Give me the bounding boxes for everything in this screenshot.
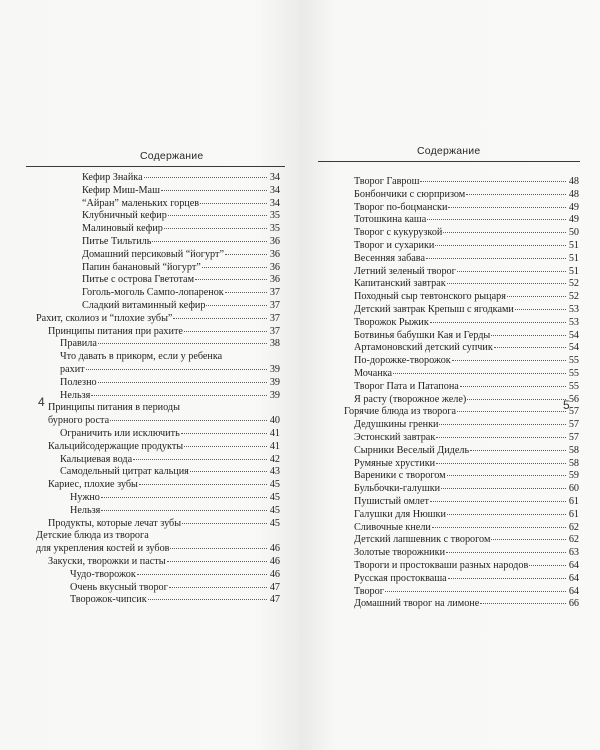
toc-entry-title: “Айран” маленьких горцев	[82, 197, 200, 209]
dot-leader	[466, 193, 566, 195]
toc-entry	[354, 227, 579, 240]
toc-entry	[36, 492, 280, 505]
dot-leader	[447, 474, 566, 476]
toc-entry	[36, 172, 280, 185]
toc-entry	[36, 479, 280, 492]
dot-leader	[491, 538, 566, 540]
toc-entry-page: 40	[269, 415, 280, 427]
toc-entry	[354, 547, 579, 560]
dot-leader	[144, 176, 267, 178]
toc-entry-title: Продукты, которые лечат зубы	[48, 517, 182, 529]
toc-entry-title: Детский завтрак Крепыш с ягодками	[354, 303, 514, 315]
toc-entry-title: Творожок-чипсик	[70, 594, 147, 606]
toc-entry-page: 64	[568, 572, 579, 584]
toc-entry-page: 47	[269, 594, 280, 606]
dot-leader	[184, 445, 267, 447]
toc-entry-title: Питье Тильтиль	[82, 235, 152, 247]
dot-leader	[529, 564, 566, 566]
toc-entry-page: 51	[568, 252, 579, 264]
toc-entry-title: Я расту (творожное желе)	[354, 393, 467, 405]
dot-leader	[439, 423, 566, 425]
toc-entry	[36, 530, 280, 556]
toc-entry	[36, 441, 280, 454]
toc-entry-title: Весенняя забава	[354, 252, 426, 264]
toc-entry	[354, 253, 579, 266]
dot-leader	[86, 368, 267, 370]
toc-entry	[354, 458, 579, 471]
toc-entry-page: 41	[269, 427, 280, 439]
toc-entry	[36, 556, 280, 569]
toc-entry-title: Рахит, сколиоз и “плохие зубы”	[36, 312, 173, 324]
toc-entry	[354, 598, 579, 611]
dot-leader	[181, 432, 267, 434]
toc-entry	[354, 240, 579, 253]
toc-entry	[354, 176, 579, 189]
toc-entry	[354, 522, 579, 535]
toc-entry-title: Домашний творог на лимоне	[354, 598, 480, 610]
dot-leader	[101, 509, 267, 511]
toc-entry-title: Творог Гаврош	[354, 176, 420, 187]
toc-entry-page: 39	[269, 376, 280, 388]
dot-leader	[195, 278, 267, 280]
toc-entry-page: 53	[568, 316, 579, 328]
toc-entry-title: Нельзя	[60, 389, 91, 401]
dot-leader	[448, 577, 566, 579]
toc-entry-title-cont: бурного роста	[48, 415, 110, 427]
toc-entry-title: Полезно	[60, 376, 97, 388]
page-header: Содержание	[417, 145, 481, 157]
toc-entry-title: Нужно	[70, 491, 100, 503]
dot-leader	[110, 419, 267, 421]
toc-entry	[36, 210, 280, 223]
toc-entry	[354, 304, 579, 317]
toc-entry-page: 37	[269, 312, 280, 324]
toc-entry-title: Творог Пата и Патапона	[354, 380, 459, 392]
dot-leader	[139, 483, 267, 485]
dot-leader	[170, 547, 267, 549]
toc-entry-page: 36	[269, 274, 280, 286]
toc-entry-page: 62	[568, 534, 579, 546]
dot-leader	[452, 359, 566, 361]
dot-leader	[457, 270, 566, 272]
toc-entry-title: По-дорожке-творожок	[354, 355, 451, 367]
dot-leader	[206, 304, 267, 306]
toc-entry-page: 54	[568, 342, 579, 354]
toc-entry-page: 56	[568, 393, 579, 405]
toc-entry	[36, 223, 280, 236]
dot-leader	[202, 266, 267, 268]
dot-leader	[447, 282, 566, 284]
toc-entry-title: Ограничить или исключить	[60, 427, 180, 439]
toc-entry	[354, 394, 579, 407]
dot-leader	[225, 253, 267, 255]
toc-entry	[354, 496, 579, 509]
toc-entry	[36, 454, 280, 467]
toc-entry-title: Детский лапшевник с творогом	[354, 534, 491, 546]
dot-leader	[169, 586, 267, 588]
toc-entry	[36, 287, 280, 300]
toc-entry-title: Мочанка	[354, 367, 393, 379]
toc-entry-page: 48	[568, 176, 579, 187]
toc-entry-page: 46	[269, 543, 280, 555]
toc-entry	[354, 432, 579, 445]
toc-entry-page: 46	[269, 555, 280, 567]
dot-leader	[441, 487, 566, 489]
toc-entry-title: Капитанский завтрак	[354, 278, 446, 290]
toc-entry-title: Очень вкусный творог	[70, 581, 168, 593]
dot-leader	[515, 308, 566, 310]
toc-entry-title: Папин банановый “йогурт”	[82, 261, 201, 273]
toc-entry-title: Детские блюда из творога	[36, 530, 149, 542]
toc-entry-page: 37	[269, 325, 280, 337]
toc-entry	[36, 594, 280, 607]
toc-entry-page: 63	[568, 547, 579, 559]
toc-entry-page: 36	[269, 261, 280, 273]
dot-leader	[420, 180, 566, 182]
toc-entry-title: Творог и сухарики	[354, 239, 435, 251]
toc-entry-title: Чудо-творожок	[70, 568, 136, 580]
toc-entry-title: Сырники Веселый Дидель	[354, 444, 470, 456]
dot-leader	[168, 214, 267, 216]
toc-entry-title: Бонбончики с сюрпризом	[354, 188, 466, 200]
toc-entry-title: Русская простокваша	[354, 572, 447, 584]
toc-entry-page: 45	[269, 504, 280, 516]
toc-entry-title: Румяные хрустики	[354, 457, 436, 469]
toc-entry-page: 49	[568, 201, 579, 213]
dot-leader	[173, 317, 267, 319]
toc-entry-page: 61	[568, 495, 579, 507]
toc-entry	[36, 262, 280, 275]
toc-entry	[354, 534, 579, 547]
toc-entry-title: Твороги и простокваши разных народов	[354, 559, 529, 571]
dot-leader	[467, 398, 566, 400]
dot-leader	[494, 346, 566, 348]
toc-entry-title-cont: рахит	[60, 363, 85, 375]
toc-entry-title: Творожок Рыжик	[354, 316, 429, 328]
toc-entry	[354, 470, 579, 483]
toc-entry	[36, 274, 280, 287]
toc-entry	[354, 330, 579, 343]
toc-entry-page: 34	[269, 172, 280, 183]
dot-leader	[164, 227, 267, 229]
dot-leader	[430, 321, 566, 323]
toc-entry-title: Ботвинья бабушки Кая и Герды	[354, 329, 491, 341]
toc-entry-page: 35	[269, 210, 280, 222]
toc-entry-title: Кефир Миш-Маш	[82, 184, 160, 196]
toc-entry-page: 34	[269, 184, 280, 196]
toc-entry	[354, 317, 579, 330]
toc-entry-page: 45	[269, 491, 280, 503]
toc-entry-page: 54	[568, 329, 579, 341]
toc-entry	[354, 509, 579, 522]
toc-entry	[354, 189, 579, 202]
dot-leader	[137, 573, 267, 575]
toc-entry	[36, 236, 280, 249]
toc-entry	[36, 582, 280, 595]
toc-entry	[354, 266, 579, 279]
header-rule	[26, 166, 285, 167]
toc-entry-title: Дедушкины гренки	[354, 419, 439, 431]
toc-entry-page: 64	[568, 585, 579, 597]
toc-entry-title: Малиновый кефир	[82, 223, 163, 235]
dot-leader	[460, 385, 566, 387]
toc-entry	[354, 381, 579, 394]
toc-entry-title: Творог с кукурузкой	[354, 227, 443, 239]
toc-entry	[36, 390, 280, 403]
toc-entry-title: Гоголь-моголь Сампо-лопаренок	[82, 287, 224, 299]
toc-entry-page: 57	[568, 431, 579, 443]
toc-entry	[36, 466, 280, 479]
dot-leader	[447, 513, 566, 515]
toc-entry	[36, 505, 280, 518]
dot-leader	[491, 334, 566, 336]
dot-leader	[426, 257, 566, 259]
toc-entry	[36, 249, 280, 262]
toc-entry-page: 49	[568, 214, 579, 226]
toc-entry-title: Золотые творожники	[354, 547, 446, 559]
toc-entry-page: 39	[269, 363, 280, 375]
toc-entry-title: Творог	[354, 585, 384, 597]
toc-entry-title: Закуски, творожки и пасты	[48, 555, 166, 567]
toc-entry-title: Что давать в прикорм, если у ребенка	[60, 351, 223, 363]
toc-entry-title: Артамоновский детский супчик	[354, 342, 493, 354]
toc-entry-title: Нельзя	[70, 504, 101, 516]
dot-leader	[91, 394, 267, 396]
dot-leader	[448, 206, 566, 208]
toc-entry-title: Вареники с творогом	[354, 470, 446, 482]
toc-entry-title: Тотошкина каша	[354, 214, 427, 226]
toc-entry	[36, 313, 280, 326]
toc-entry	[354, 355, 579, 368]
toc-entry-title: Походный сыр тевтонского рыцаря	[354, 291, 506, 303]
dot-leader	[133, 458, 267, 460]
toc-entry	[354, 419, 579, 432]
toc-entry-page: 55	[568, 367, 579, 379]
toc-entry-page: 37	[269, 287, 280, 299]
toc-entry	[354, 586, 579, 599]
toc-entry-page: 36	[269, 248, 280, 260]
dot-leader	[427, 218, 566, 220]
toc-entry-page: 66	[568, 598, 579, 610]
toc-entry	[354, 368, 579, 381]
page-number: 4	[38, 395, 45, 409]
toc-entry-title: Летний зеленый творог	[354, 265, 456, 277]
toc-entry-page: 52	[568, 291, 579, 303]
toc-entry-page: 39	[269, 389, 280, 401]
toc-entry-page: 35	[269, 223, 280, 235]
toc-entry-page: 45	[269, 479, 280, 491]
dot-leader	[167, 560, 267, 562]
toc-entry	[36, 518, 280, 531]
toc-entry	[36, 377, 280, 390]
dot-leader	[436, 462, 566, 464]
dot-leader	[457, 410, 566, 412]
toc-entry-page: 55	[568, 380, 579, 392]
dot-leader	[184, 330, 267, 332]
toc-entry-page: 58	[568, 457, 579, 469]
dot-leader	[101, 496, 267, 498]
toc-entry-page: 48	[568, 188, 579, 200]
toc-entry-page: 64	[568, 559, 579, 571]
dot-leader	[436, 436, 566, 438]
toc-entry-title: Пушистый омлет	[354, 495, 429, 507]
toc-entry	[36, 326, 280, 339]
toc-entry-page: 51	[568, 239, 579, 251]
dot-leader	[443, 231, 566, 233]
toc-entry	[36, 338, 280, 351]
toc-entry-title: Кефир Знайка	[82, 172, 143, 183]
toc-entry-page: 34	[269, 197, 280, 209]
toc-entry-page: 45	[269, 517, 280, 529]
header-rule	[318, 161, 580, 162]
toc-entry-title: Горячие блюда из творога	[344, 406, 457, 418]
toc-entry-title: Самодельный цитрат кальция	[60, 466, 189, 478]
toc-entry-page: 60	[568, 483, 579, 495]
toc-entry-title: Принципы питания при рахите	[48, 325, 183, 337]
toc-entry	[344, 406, 579, 419]
toc-entry-page: 57	[568, 406, 579, 418]
toc-entry	[36, 351, 280, 377]
dot-leader	[98, 342, 267, 344]
toc-entry	[354, 445, 579, 458]
dot-leader	[161, 189, 267, 191]
dot-leader	[190, 470, 267, 472]
toc-entry	[354, 202, 579, 215]
dot-leader	[507, 295, 566, 297]
toc-entry-title: Кариес, плохие зубы	[48, 479, 138, 491]
page-header: Содержание	[140, 150, 204, 162]
toc-entry-title: Галушки для Нюшки	[354, 508, 446, 520]
toc-entry-title: Клубничный кефир	[82, 210, 167, 222]
toc-entry-title: Эстонский завтрак	[354, 431, 436, 443]
dot-leader	[435, 244, 566, 246]
toc-entry-page: 57	[568, 419, 579, 431]
dot-leader	[148, 598, 267, 600]
dot-leader	[98, 381, 267, 383]
dot-leader	[432, 526, 566, 528]
toc-entry	[354, 483, 579, 496]
toc-entry-title: Правила	[60, 338, 97, 350]
toc-entry-page: 38	[269, 338, 280, 350]
toc-entry-page: 41	[269, 440, 280, 452]
toc-entry	[36, 402, 280, 428]
toc-entry-page: 46	[269, 568, 280, 580]
toc-entry-title: Кальцийсодержащие продукты	[48, 440, 184, 452]
toc-entry	[354, 573, 579, 586]
toc-entry-title-cont: для укрепления костей и зубов	[36, 543, 170, 555]
toc-entry-page: 61	[568, 508, 579, 520]
toc-entry-page: 52	[568, 278, 579, 290]
toc-entry	[354, 342, 579, 355]
toc-entry-page: 55	[568, 355, 579, 367]
toc-entry	[36, 428, 280, 441]
dot-leader	[152, 240, 267, 242]
toc-entry-page: 53	[568, 303, 579, 315]
toc-entry	[354, 214, 579, 227]
toc-entry-title: Бульбочки-галушки	[354, 483, 441, 495]
dot-leader	[200, 202, 267, 204]
toc-entry-title: Сливочные кнели	[354, 521, 431, 533]
toc-entry-page: 36	[269, 235, 280, 247]
toc-entry	[36, 185, 280, 198]
toc-entry-title: Домашний персиковый “йогурт”	[82, 248, 224, 260]
toc-entry	[36, 300, 280, 313]
dot-leader	[446, 551, 566, 553]
toc-entry-title: Сладкий витаминный кефир	[82, 299, 206, 311]
toc-entry	[354, 278, 579, 291]
toc-entry-page: 62	[568, 521, 579, 533]
toc-entry	[36, 198, 280, 211]
toc-entry-page: 42	[269, 453, 280, 465]
toc-entry-title: Питье с острова Гветотам	[82, 274, 195, 286]
toc-entry-page: 58	[568, 444, 579, 456]
dot-leader	[225, 291, 267, 293]
toc-entry-title: Кальциевая вода	[60, 453, 133, 465]
page-number: 5	[563, 398, 570, 412]
toc-entry-title: Принципы питания в периоды	[48, 402, 180, 414]
table-of-contents	[344, 176, 579, 611]
toc-entry-page: 51	[568, 265, 579, 277]
dot-leader	[385, 590, 566, 592]
toc-entry	[36, 569, 280, 582]
toc-entry	[354, 291, 579, 304]
table-of-contents	[36, 172, 280, 607]
toc-entry-page: 59	[568, 470, 579, 482]
dot-leader	[480, 602, 566, 604]
dot-leader	[470, 449, 566, 451]
toc-entry-title: Творог по-боцмански	[354, 201, 448, 213]
toc-entry-page: 50	[568, 227, 579, 239]
dot-leader	[430, 500, 566, 502]
toc-entry-page: 43	[269, 466, 280, 478]
right-page	[300, 0, 600, 750]
dot-leader	[393, 372, 566, 374]
dot-leader	[182, 522, 267, 524]
toc-entry-page: 47	[269, 581, 280, 593]
toc-entry	[354, 560, 579, 573]
toc-entry-page: 37	[269, 299, 280, 311]
